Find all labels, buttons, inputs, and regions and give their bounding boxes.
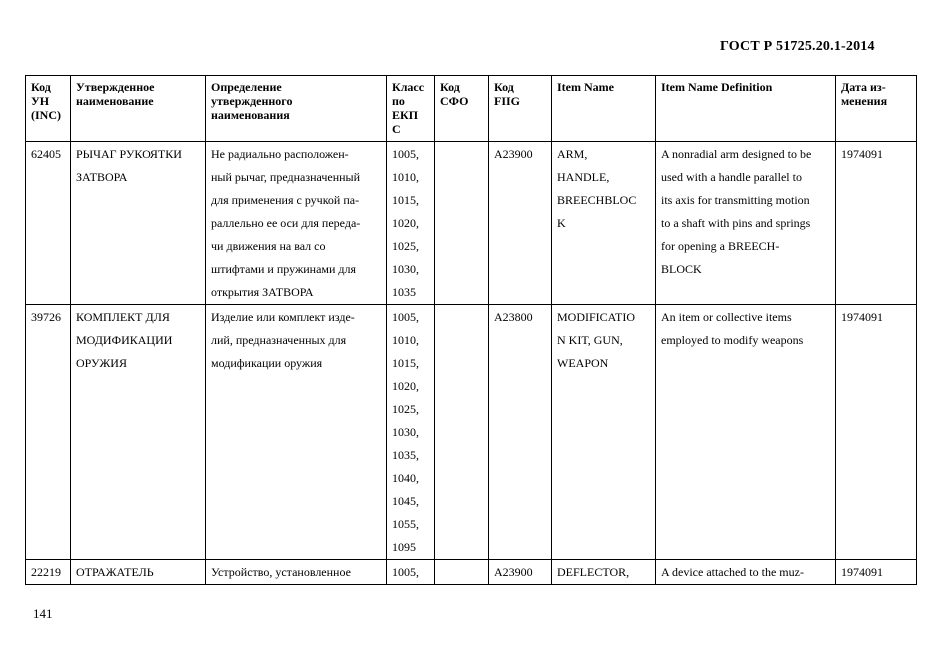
cell-text-line: 1040,	[392, 471, 419, 485]
cell-text-line: Изделие или комплект изде-	[211, 310, 355, 324]
cell-fiig-code	[489, 560, 552, 585]
column-header-item-name	[552, 76, 656, 142]
page-number: 141	[33, 606, 53, 621]
cell-text-line: 1020,	[392, 379, 419, 393]
cell-text-line: Код	[440, 80, 460, 94]
column-header-change-date	[836, 76, 917, 142]
cell-text-line: 22219	[31, 565, 61, 579]
cell-text-line: 1020,	[392, 216, 419, 230]
cell-text-line: 1045,	[392, 494, 419, 508]
cell-text-line: 1005,	[392, 565, 419, 579]
cell-text-line: 1030,	[392, 425, 419, 439]
cell-text-line: С	[392, 122, 401, 136]
cell-text-line: утвержденного	[211, 94, 293, 108]
cell-name-definition	[206, 142, 387, 305]
cell-text-line: 1974091	[841, 147, 883, 161]
cell-fiig-code	[489, 305, 552, 560]
column-header-approved-name	[71, 76, 206, 142]
column-header-class-code	[387, 76, 435, 142]
cell-text-line: Код	[31, 80, 51, 94]
cell-text-line: 1030,	[392, 262, 419, 276]
cell-text-line: BLOCK	[661, 262, 702, 276]
cell-text-line: 1035	[392, 285, 416, 299]
cell-class-code	[387, 305, 435, 560]
cell-text-line: Не радиально расположен-	[211, 147, 349, 161]
cell-text-line: Класс	[392, 80, 425, 94]
cell-class-code	[387, 142, 435, 305]
cell-text-line: 1015,	[392, 356, 419, 370]
cell-change-date	[836, 560, 917, 585]
cell-text-line: MODIFICATIO	[557, 310, 635, 324]
cell-text-line: its axis for transmitting motion	[661, 193, 810, 207]
cell-name-definition	[206, 305, 387, 560]
cell-text-line: used with a handle parallel to	[661, 170, 802, 184]
cell-text-line: Item Name	[557, 80, 614, 94]
cell-approved-name	[71, 305, 206, 560]
cell-item-name	[552, 142, 656, 305]
cell-text-line: ный рычаг, предназначенный	[211, 170, 361, 184]
cell-item-name-definition	[656, 560, 836, 585]
cell-text-line: A device attached to the muz-	[661, 565, 804, 579]
cell-text-line: менения	[841, 94, 888, 108]
cell-text-line: ЕКП	[392, 108, 419, 122]
cell-item-name-definition	[656, 142, 836, 305]
cell-approved-name	[71, 142, 206, 305]
cell-item-name-definition	[656, 305, 836, 560]
cell-text-line: 1974091	[841, 565, 883, 579]
cell-text-line: СФО	[440, 94, 469, 108]
cell-sfo-code	[435, 305, 489, 560]
cell-text-line: A nonradial arm designed to be	[661, 147, 812, 161]
column-header-item-name-definition	[656, 76, 836, 142]
cell-change-date	[836, 142, 917, 305]
cell-text-line: 1010,	[392, 333, 419, 347]
cell-text-line: DEFLECTOR,	[557, 565, 630, 579]
cell-text-line: МОДИФИКАЦИИ	[76, 333, 173, 347]
cell-text-line: (INC)	[31, 108, 61, 122]
table-row	[26, 305, 917, 560]
table-row	[26, 142, 917, 305]
cell-text-line: 1055,	[392, 517, 419, 531]
cell-text-line: HANDLE,	[557, 170, 610, 184]
cell-text-line: 1010,	[392, 170, 419, 184]
cell-text-line: N KIT, GUN,	[557, 333, 623, 347]
cell-text-line: An item or collective items	[661, 310, 792, 324]
cell-name-definition	[206, 560, 387, 585]
cell-text-line: по	[392, 94, 405, 108]
cell-text-line: Код	[494, 80, 514, 94]
cell-text-line: 1035,	[392, 448, 419, 462]
cell-text-line: WEAPON	[557, 356, 609, 370]
table-header-row	[26, 76, 917, 142]
cell-text-line: 1095	[392, 540, 416, 554]
column-header-name-definition	[206, 76, 387, 142]
cell-text-line: A23900	[494, 147, 533, 161]
cell-class-code	[387, 560, 435, 585]
cell-sfo-code	[435, 142, 489, 305]
cell-text-line: Item Name Definition	[661, 80, 773, 94]
cell-text-line: РЫЧАГ РУКОЯТКИ	[76, 147, 182, 161]
cell-text-line: A23800	[494, 310, 533, 324]
cell-text-line: A23900	[494, 565, 533, 579]
cell-change-date	[836, 305, 917, 560]
cell-text-line: чи движения на вал со	[211, 239, 326, 253]
cell-text-line: наименование	[76, 94, 154, 108]
column-header-fiig-code	[489, 76, 552, 142]
cell-text-line: FIIG	[494, 94, 521, 108]
cell-text-line: Дата из-	[841, 80, 886, 94]
cell-text-line: модификации оружия	[211, 356, 323, 370]
document-code: ГОСТ Р 51725.20.1-2014	[720, 39, 875, 54]
cell-text-line: КОМПЛЕКТ ДЛЯ	[76, 310, 170, 324]
cell-text-line: employed to modify weapons	[661, 333, 804, 347]
column-header-inc-code	[26, 76, 71, 142]
cell-text-line: Определение	[211, 80, 282, 94]
catalog-table	[25, 75, 917, 585]
cell-text-line: открытия ЗАТВОРА	[211, 285, 314, 299]
cell-fiig-code	[489, 142, 552, 305]
cell-inc-code	[26, 142, 71, 305]
table-row	[26, 560, 917, 585]
cell-text-line: наименования	[211, 108, 290, 122]
cell-text-line: 62405	[31, 147, 61, 161]
cell-text-line: 1005,	[392, 310, 419, 324]
cell-text-line: Утвержденное	[76, 80, 155, 94]
cell-text-line: УН	[31, 94, 50, 108]
cell-text-line: ОТРАЖАТЕЛЬ	[76, 565, 154, 579]
cell-text-line: штифтами и пружинами для	[211, 262, 357, 276]
cell-text-line: 1974091	[841, 310, 883, 324]
cell-inc-code	[26, 560, 71, 585]
cell-text-line: ARM,	[557, 147, 588, 161]
cell-text-line: 1025,	[392, 402, 419, 416]
cell-text-line: 1005,	[392, 147, 419, 161]
cell-text-line: 39726	[31, 310, 61, 324]
cell-item-name	[552, 305, 656, 560]
cell-text-line: лий, предназначенных для	[211, 333, 347, 347]
cell-text-line: BREECHBLOC	[557, 193, 637, 207]
cell-text-line: 1025,	[392, 239, 419, 253]
cell-text-line: раллельно ее оси для переда-	[211, 216, 361, 230]
cell-text-line: 1015,	[392, 193, 419, 207]
cell-text-line: Устройство, установленное	[211, 565, 351, 579]
cell-text-line: K	[557, 216, 566, 230]
cell-inc-code	[26, 305, 71, 560]
cell-text-line: ЗАТВОРА	[76, 170, 128, 184]
column-header-sfo-code	[435, 76, 489, 142]
cell-text-line: to a shaft with pins and springs	[661, 216, 811, 230]
cell-text-line: для применения с ручкой па-	[211, 193, 360, 207]
cell-sfo-code	[435, 560, 489, 585]
cell-approved-name	[71, 560, 206, 585]
cell-item-name	[552, 560, 656, 585]
cell-text-line: for opening a BREECH-	[661, 239, 780, 253]
cell-text-line: ОРУЖИЯ	[76, 356, 127, 370]
